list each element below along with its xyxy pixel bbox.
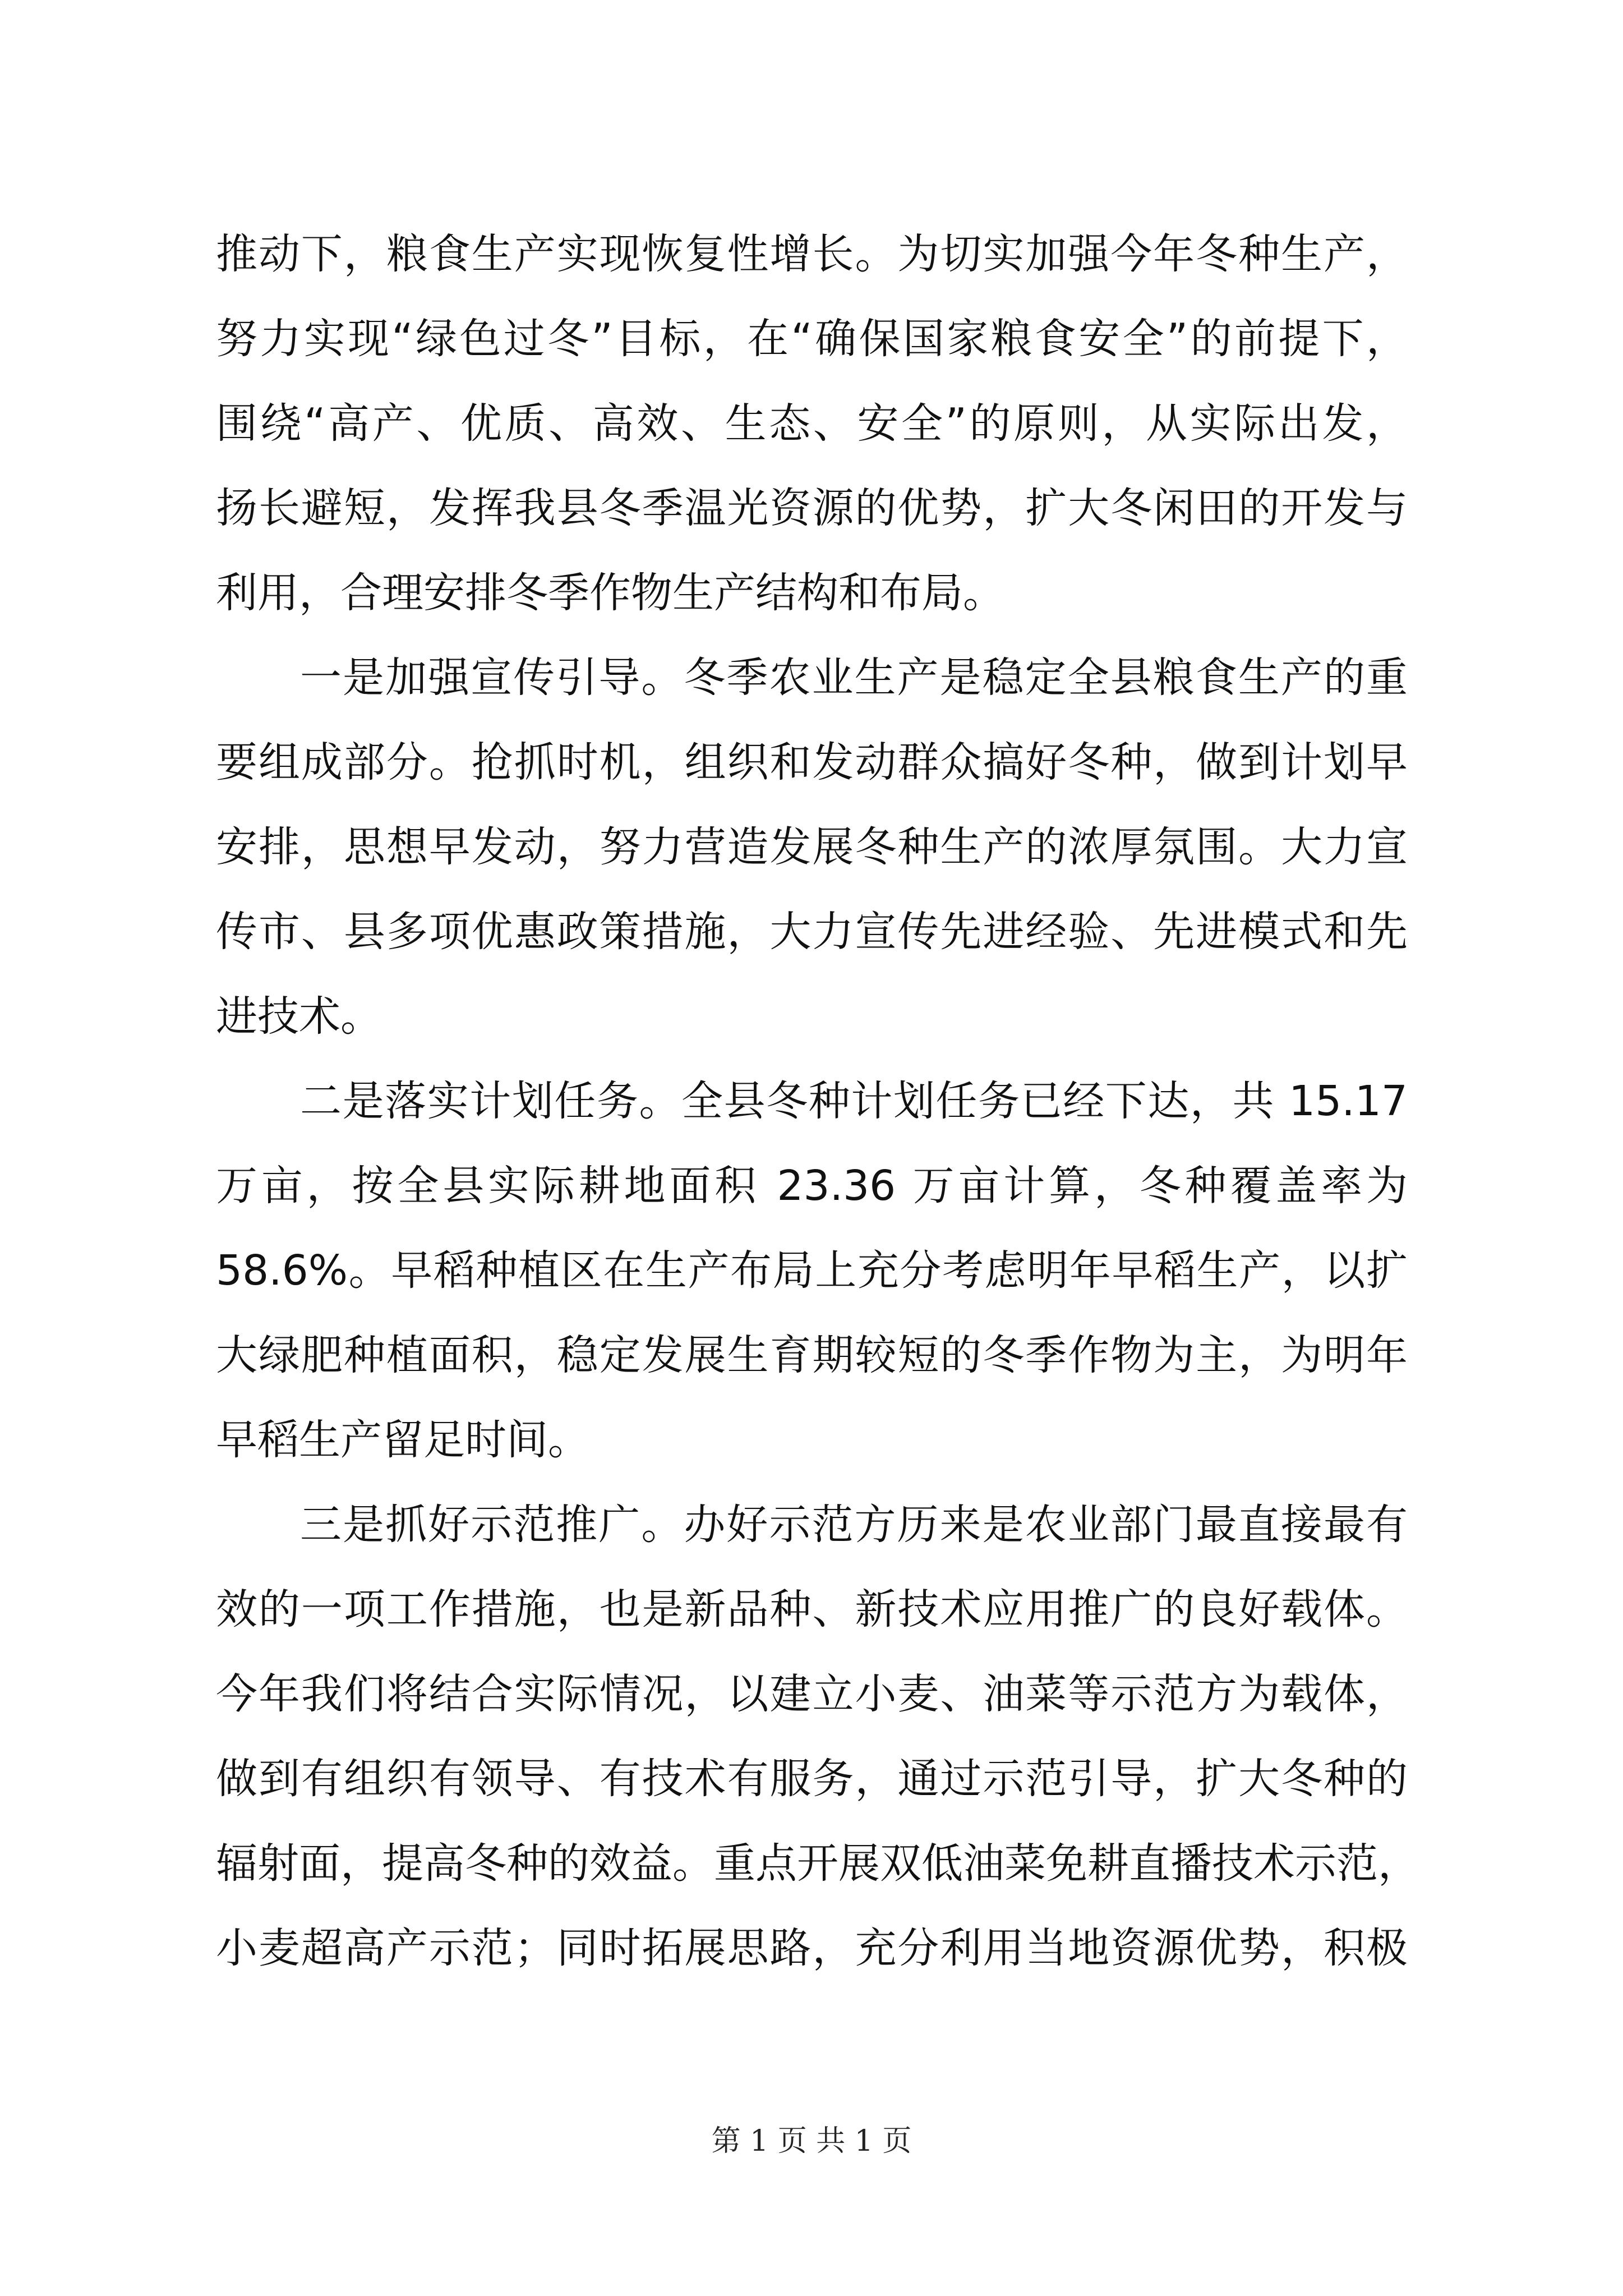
text-line: 万亩，按全县实际耕地面积 23.36 万亩计算，冬种覆盖率为	[216, 1162, 1408, 1210]
text-line: 小麦超高产示范；同时拓展思路，充分利用当地资源优势，积极	[216, 1924, 1408, 1972]
text-line: 要组成部分。抢抓时机，组织和发动群众搞好冬种，做到计划早	[216, 738, 1408, 786]
text-line: 传市、县多项优惠政策措施，大力宣传先进经验、先进模式和先	[216, 908, 1408, 956]
text-line: 利用，合理安排冬季作物生产结构和布局。	[216, 569, 1004, 617]
text-line: 效的一项工作措施，也是新品种、新技术应用推广的良好载体。	[216, 1585, 1408, 1634]
page-number-footer: 第 1 页 共 1 页	[711, 2124, 912, 2158]
text-line: 今年我们将结合实际情况，以建立小麦、油菜等示范方为载体，	[216, 1670, 1408, 1718]
text-line: 早稻生产留足时间。	[216, 1416, 589, 1464]
text-line: 58.6%。早稻种植区在生产布局上充分考虑明年早稻生产，以扩	[216, 1246, 1408, 1295]
text-line: 努力实现“绿色过冬”目标，在“确保国家粮食安全”的前提下，	[216, 315, 1408, 363]
text-line: 扬长避短，发挥我县冬季温光资源的优势，扩大冬闲田的开发与	[216, 484, 1408, 532]
paragraph-start-line: 三是抓好示范推广。办好示范方历来是农业部门最直接最有	[300, 1501, 1408, 1549]
text-line: 做到有组织有领导、有技术有服务，通过示范引导，扩大冬种的	[216, 1755, 1408, 1803]
text-line: 进技术。	[216, 992, 382, 1041]
text-line: 安排，思想早发动，努力营造发展冬种生产的浓厚氛围。大力宣	[216, 823, 1408, 871]
paragraph-start-line: 一是加强宣传引导。冬季农业生产是稳定全县粮食生产的重	[300, 654, 1408, 702]
body-text	[216, 212, 1419, 1991]
text-line: 辐射面，提高冬种的效益。重点开展双低油菜免耕直播技术示范，	[216, 1839, 1419, 1888]
text-line: 围绕“高产、优质、高效、生态、安全”的原则，从实际出发，	[216, 399, 1408, 448]
text-line: 大绿肥种植面积，稳定发展生育期较短的冬季作物为主，为明年	[216, 1331, 1408, 1379]
text-line: 推动下，粮食生产实现恢复性增长。为切实加强今年冬种生产，	[216, 230, 1408, 278]
paragraph-start-line: 二是落实计划任务。全县冬种计划任务已经下达，共 15.17	[300, 1077, 1408, 1125]
